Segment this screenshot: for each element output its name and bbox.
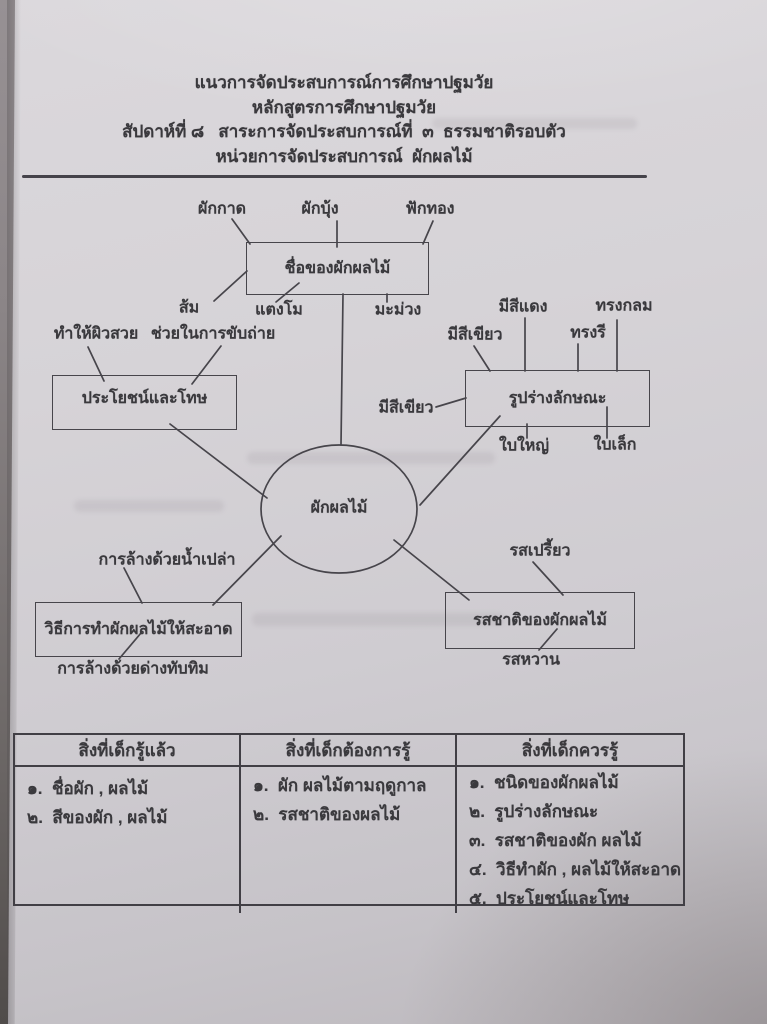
know-table: [13, 733, 685, 906]
branch-wash-permanganate: การล้างด้วยด่างทับทิม: [57, 660, 209, 678]
branch-phakkat: ผักกาด: [197, 200, 247, 218]
branch-fakthong: ฟักทอง: [405, 200, 455, 218]
branch-sour: รสเปรี้ยว: [509, 542, 571, 560]
table-item: ๑. ผัก ผลไม้ตามฤดูกาล: [253, 776, 427, 795]
branch-oval: ทรงรี: [570, 324, 606, 342]
know-table-body-row: [15, 767, 683, 908]
node-names-box: [246, 242, 429, 295]
mindmap-diagram: [0, 190, 767, 710]
header-should: สิ่งที่เด็กควรรู้: [455, 735, 683, 765]
column-want: [239, 767, 455, 913]
branch-small-leaf: ใบเล็ก: [593, 436, 637, 454]
column-known: [15, 767, 239, 913]
branch-big-leaf: ใบใหญ่: [499, 437, 549, 455]
table-item: ๒. สีของผัก , ผลไม้: [27, 808, 168, 827]
title-line-2: หลักสูตรการศึกษาปฐมวัย: [251, 97, 437, 117]
title-line-4: หน่วยการจัดประสบการณ์ ผักผลไม้: [215, 146, 473, 166]
branch-green-lower: มีสีเขียว: [378, 399, 434, 417]
node-shape-box: [465, 370, 650, 427]
node-benefits-label: ประโยชน์และโทษ: [81, 390, 208, 407]
node-shape-label: รูปร่างลักษณะ: [508, 390, 607, 407]
node-names-label: ชื่อของผักผลไม้: [284, 260, 391, 277]
branch-som: ส้ม: [178, 299, 200, 317]
title-line-3: สัปดาห์ที่ ๘ สาระการจัดประสบการณ์ที่ ๓ ธรรมชาติรอบตัว: [122, 122, 566, 141]
column-should: [455, 767, 685, 913]
node-taste-label: รสชาติของผักผลไม้: [473, 612, 607, 629]
branch-excretion: ช่วยในการขับถ่าย: [150, 325, 276, 343]
branch-taengmo: แตงโม: [255, 301, 303, 319]
table-item: ๔. วิธีทำผัก , ผลไม้ให้สะอาด: [469, 860, 682, 879]
header-want: สิ่งที่เด็กต้องการรู้: [239, 735, 455, 765]
branch-wash-water: การล้างด้วยน้ำเปล่า: [98, 551, 236, 569]
know-table-header-row: [15, 735, 683, 767]
branch-sweet: รสหวาน: [502, 651, 560, 669]
center-topic-label: ผักผลไม้: [310, 499, 368, 517]
header-known: สิ่งที่เด็กรู้แล้ว: [78, 740, 176, 760]
table-item: ๑. ชื่อผัก , ผลไม้: [27, 779, 149, 798]
table-item: ๒. รูปร่างลักษณะ: [469, 802, 599, 821]
branch-red: มีสีแดง: [498, 298, 548, 316]
node-cleaning-label: วิธีการทำผักผลไม้ให้สะอาด: [44, 621, 233, 638]
table-item: ๑. ชนิดของผักผลไม้: [469, 773, 619, 792]
branch-skin: ทำให้ผิวสวย: [53, 325, 139, 343]
branch-mamuang: มะม่วง: [374, 301, 422, 319]
branch-round: ทรงกลม: [595, 297, 653, 315]
table-item: ๕. ประโยชน์และโทษ: [469, 889, 630, 908]
node-taste-box: [445, 592, 635, 649]
node-cleaning-box: [35, 602, 242, 657]
title-line-1: แนวการจัดประสบการณ์การศึกษาปฐมวัย: [194, 73, 494, 92]
branch-green-upper: มีสีเขียว: [447, 326, 503, 344]
node-benefits-box: [52, 375, 237, 430]
table-item: ๒. รสชาติของผลไม้: [253, 805, 401, 824]
branch-phakbung: ผักบุ้ง: [301, 200, 339, 218]
table-item: ๓. รสชาติของผัก ผลไม้: [469, 831, 642, 850]
